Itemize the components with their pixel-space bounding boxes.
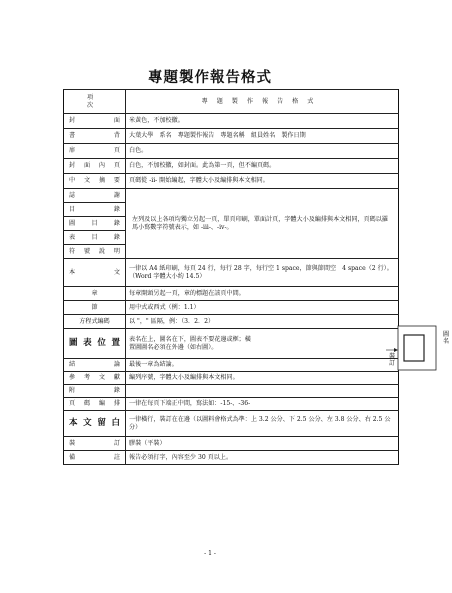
row-value: 報告必須打字，內容至少 30 頁以上。 [126, 451, 399, 465]
header-item-cell: 項 次 [64, 90, 126, 114]
row-label: 圖表位置 [64, 329, 126, 359]
row-label: 章 [64, 287, 126, 301]
row-value: 膠裝（平裝） [126, 437, 399, 451]
page-number: - 1 - [204, 550, 216, 557]
row-label: 參考文獻 [64, 372, 126, 385]
table-row [64, 129, 399, 144]
binding-label: 裝訂 [388, 353, 396, 367]
table-row [64, 159, 399, 174]
table-row [64, 359, 399, 372]
group-label: 符號說明 [64, 245, 126, 259]
table-row [64, 385, 399, 398]
row-label: 節 [64, 301, 126, 315]
row-label: 封 面 [64, 114, 126, 129]
document-title: 專題製作報告格式 [148, 70, 272, 86]
row-value: 頁碼從 -ii- 開始編起，字體大小及編排與本文相同。 [126, 174, 399, 189]
row-label: 方程式編碼 [64, 315, 126, 329]
row-value: 白色，不加校徽，如封面。此為第一頁，但不編頁碼。 [126, 159, 399, 174]
row-value [126, 385, 399, 398]
figure-caption-label: 圖名 [442, 331, 450, 345]
table-header-row [64, 90, 399, 114]
row-label: 備 註 [64, 451, 126, 465]
table-row [64, 189, 399, 203]
row-label: 附 錄 [64, 385, 126, 398]
header-format-cell: 專題製作報告格式 [126, 90, 399, 114]
group-label: 目 錄 [64, 203, 126, 217]
row-label: 裝 訂 [64, 437, 126, 451]
table-row [64, 315, 399, 329]
row-value: 一律以 A4 紙印刷，每頁 24 行，每行 28 字，每行空 1 space，節與節間空 4 space（2 行）。（Word 字體大小約 14.5） [126, 259, 399, 287]
row-label: 封面內頁 [64, 159, 126, 174]
row-label: 扉 頁 [64, 144, 126, 159]
group-label: 圖目錄 [64, 217, 126, 231]
table-row [64, 398, 399, 411]
table-row [64, 174, 399, 189]
table-row [64, 114, 399, 129]
row-value: 用中式或西式（例：1.1） [126, 301, 399, 315]
row-value: 表名在上，圖名在下，圖表不要花邊或框；橫置圖圖名必須在外邊（如右圖）。 [129, 335, 251, 351]
table-row [64, 329, 399, 359]
row-label: 本文留白 [64, 411, 126, 437]
group-label: 誌 謝 [64, 189, 126, 203]
landscape-figure-diagram [386, 322, 452, 378]
row-value: 以 "，" 區隔，例：（3．2．2） [126, 315, 399, 329]
row-value: 每章開頭另起一頁，章的標題在該頁中間。 [126, 287, 399, 301]
row-value: 米黃色，不加校徽。 [126, 114, 399, 129]
row-value: 編列序號，字體大小及編排與本文相同。 [126, 372, 399, 385]
row-label: 書 背 [64, 129, 126, 144]
row-label: 中文摘要 [64, 174, 126, 189]
format-spec-table [63, 89, 450, 465]
table-row [64, 451, 399, 465]
group-label: 表目錄 [64, 231, 126, 245]
table-row [64, 144, 399, 159]
table-row [64, 301, 399, 315]
row-value: 最後一章為結論。 [126, 359, 399, 372]
table-row [64, 372, 399, 385]
table-row [64, 287, 399, 301]
table-row [64, 259, 399, 287]
row-value: 白色。 [126, 144, 399, 159]
table-row [64, 437, 399, 451]
row-label: 結 論 [64, 359, 126, 372]
row-value: 一律在每頁下端正中間，寫法如：-15-、-36- [126, 398, 399, 411]
row-value: 一律橫行，裝訂在在邊（以圖料會格式為準：上 3.2 公分、下 2.5 公分、左 3.8 公分、右 2.5 公分） [126, 411, 399, 437]
group-value: 左列及以上各項均獨立另起一頁，單頁印刷，單面計頁，字體大小及編排與本文相同，頁碼以羅馬小寫數字符號表示，如 -iii-、-iv-。 [126, 189, 399, 259]
row-value: 大葉大學 系名 專題製作報告 專題名稱 組員姓名 製作日期 [126, 129, 399, 144]
table-row [64, 411, 399, 437]
row-label: 本 文 [64, 259, 126, 287]
row-label: 頁碼編排 [64, 398, 126, 411]
